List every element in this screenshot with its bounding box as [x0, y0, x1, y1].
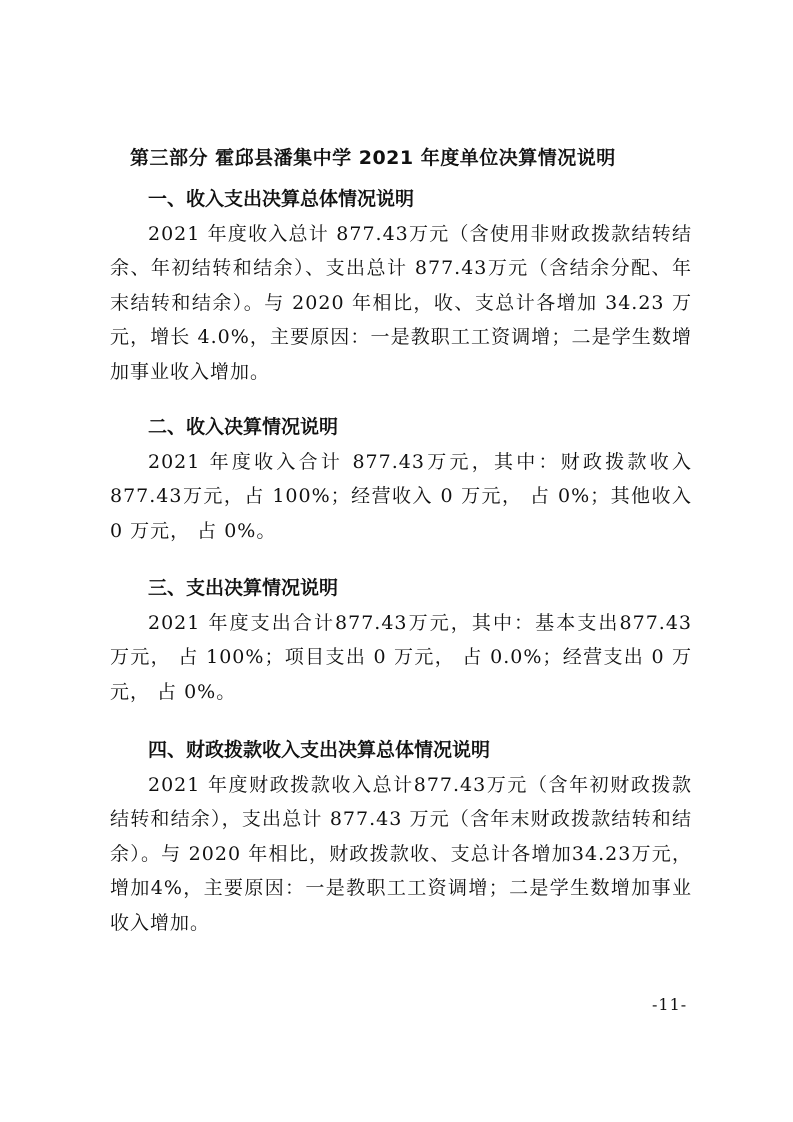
page-title: 第三部分 霍邱县潘集中学 2021 年度单位决算情况说明 — [130, 147, 616, 169]
section-heading-overall: 一、收入支出决算总体情况说明 — [148, 188, 415, 210]
section-heading-fiscal: 四、财政拨款收入支出决算总体情况说明 — [148, 739, 491, 761]
section-body-income: 2021 年度收入合计 877.43万元，其中：财政拨款收入 877.43万元，占 100%；经营收入 0 万元， 占 0%；其他收入 0 万元， 占 0%。 — [110, 451, 692, 542]
section-body-overall: 2021 年度收入总计 877.43万元（含使用非财政拨款结转结余、年初结转和结余）、支出总计 877.43万元（含结余分配、年末结转和结余）。与 2020 年相比，收、支总计各增加 34.23 万元，增长 4.0%，主要原因：一是教职工工资调增；二是学生数增加事业收入增加。 — [110, 223, 692, 383]
section-body-fiscal: 2021 年度财政拨款收入总计877.43万元（含年初财政拨款结转和结余），支出总计 877.43 万元（含年末财政拨款结转和结余）。与 2020 年相比，财政拨款收、支总计各增加34.23万元，增加4%，主要原因：一是教职工工资调增；二是学生数增加事业收入增加。 — [110, 774, 692, 934]
section-heading-income: 二、收入决算情况说明 — [148, 416, 339, 438]
section-body-expenditure: 2021 年度支出合计877.43万元，其中：基本支出877.43 万元， 占 100%；项目支出 0 万元， 占 0.0%；经营支出 0 万元， 占 0%。 — [110, 612, 692, 703]
page-number: -11- — [652, 995, 688, 1014]
section-heading-expenditure: 三、支出决算情况说明 — [148, 577, 339, 599]
